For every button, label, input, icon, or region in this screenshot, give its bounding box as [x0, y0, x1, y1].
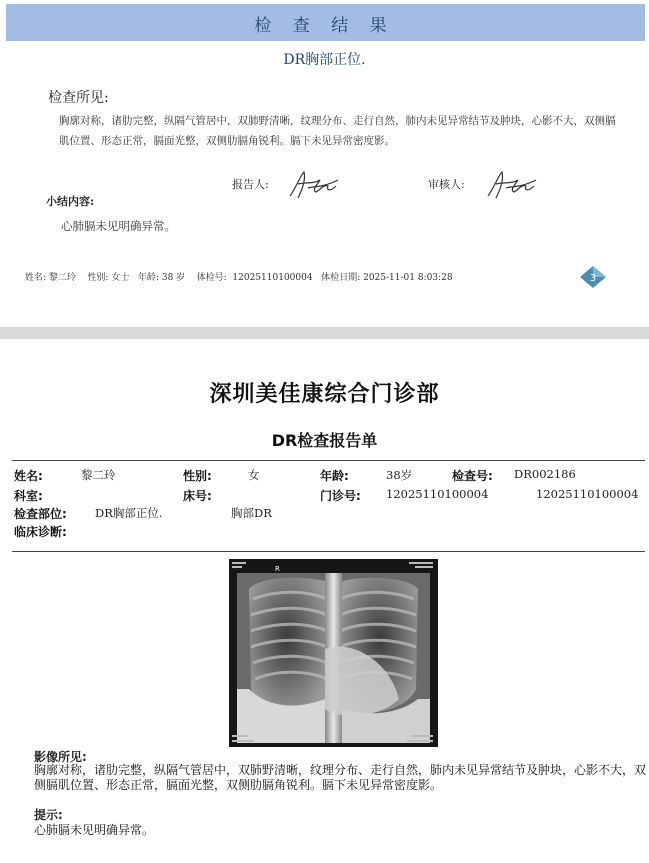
- footer-exam-date-label: 体检日期:: [321, 273, 361, 283]
- patient-name: 黎二玲: [81, 468, 116, 482]
- clinic-no-label: 门诊号:: [320, 489, 361, 503]
- xray-marker: R: [275, 565, 280, 573]
- page-divider: [0, 327, 649, 339]
- footer-sex-label: 性别:: [87, 273, 109, 283]
- exam-part: DR胸部正位.: [95, 506, 163, 520]
- footer-age-label: 年龄:: [137, 273, 159, 283]
- check-no: DR002186: [514, 467, 576, 481]
- summary-text: 心肺膈未见明确异常。: [61, 219, 176, 233]
- exam-part-label: 检查部位:: [14, 507, 67, 521]
- page-number: 3: [589, 273, 597, 284]
- reviewer-signature-icon: [484, 166, 540, 204]
- patient-age: 38岁: [386, 468, 413, 482]
- image-findings-text: 胸廓对称，诸肋完整，纵隔气管居中，双肺野清晰，纹理分布、走行自然，肺内未见异常结节及肿块，心影不大，双侧膈肌位置、形态正常，膈面光整，双侧肋膈角锐利。膈下未见异常密度影。: [34, 763, 647, 792]
- footer-exam-date: 2025-11-01 8:03:28: [363, 273, 453, 283]
- reporter-signature-icon: [286, 166, 342, 204]
- page-number-badge: [579, 265, 607, 289]
- dept-label: 科室:: [14, 489, 43, 503]
- divider-line: [12, 551, 645, 552]
- footer-exam-no-label: 体检号:: [196, 273, 227, 283]
- sex-label: 性别:: [183, 469, 212, 483]
- bed-label: 床号:: [183, 489, 212, 503]
- footer-name-label: 姓名:: [25, 273, 47, 283]
- chest-xray-image: [229, 559, 438, 747]
- exam-part-secondary: 胸部DR: [231, 506, 272, 520]
- reporter-label: 报告人:: [232, 178, 269, 191]
- clinic-no: 12025110100004: [386, 487, 489, 501]
- footer-name: 黎二玲: [48, 273, 76, 283]
- reviewer-label: 审核人:: [428, 178, 465, 191]
- clinic-name: 深圳美佳康综合门诊部: [209, 381, 440, 407]
- footer-sex: 女士: [111, 273, 130, 283]
- divider-line: [12, 460, 645, 461]
- findings-heading: 检查所见:: [48, 90, 109, 106]
- footer-exam-no: 12025110100004: [232, 273, 313, 283]
- findings-text: 胸廓对称，诸肋完整，纵隔气管居中，双肺野清晰，纹理分布、走行自然，肺内未见异常结节及肿块，心影不大，双侧膈肌位置、形态正常，膈面光整，双侧肋膈角锐利。膈下未见异常密度影。: [59, 115, 616, 147]
- summary-heading: 小结内容:: [46, 195, 95, 208]
- image-findings-heading: 影像所见:: [34, 750, 87, 764]
- hint-text: 心肺膈未见明确异常。: [34, 823, 155, 837]
- patient-footer: [25, 270, 453, 283]
- exam-type-title: DR胸部正位.: [283, 52, 366, 68]
- hint-heading: 提示:: [34, 808, 63, 822]
- clinic-no-secondary: 12025110100004: [536, 487, 639, 501]
- check-no-label: 检查号:: [452, 469, 493, 483]
- patient-sex: 女: [248, 468, 260, 482]
- page-title: 检 查 结 果: [254, 16, 395, 36]
- diagnosis-label: 临床诊断:: [14, 525, 67, 539]
- name-label: 姓名:: [14, 469, 43, 483]
- age-label: 年龄:: [320, 469, 349, 483]
- report-title: DR检查报告单: [271, 431, 378, 450]
- footer-age: 38 岁: [161, 273, 186, 283]
